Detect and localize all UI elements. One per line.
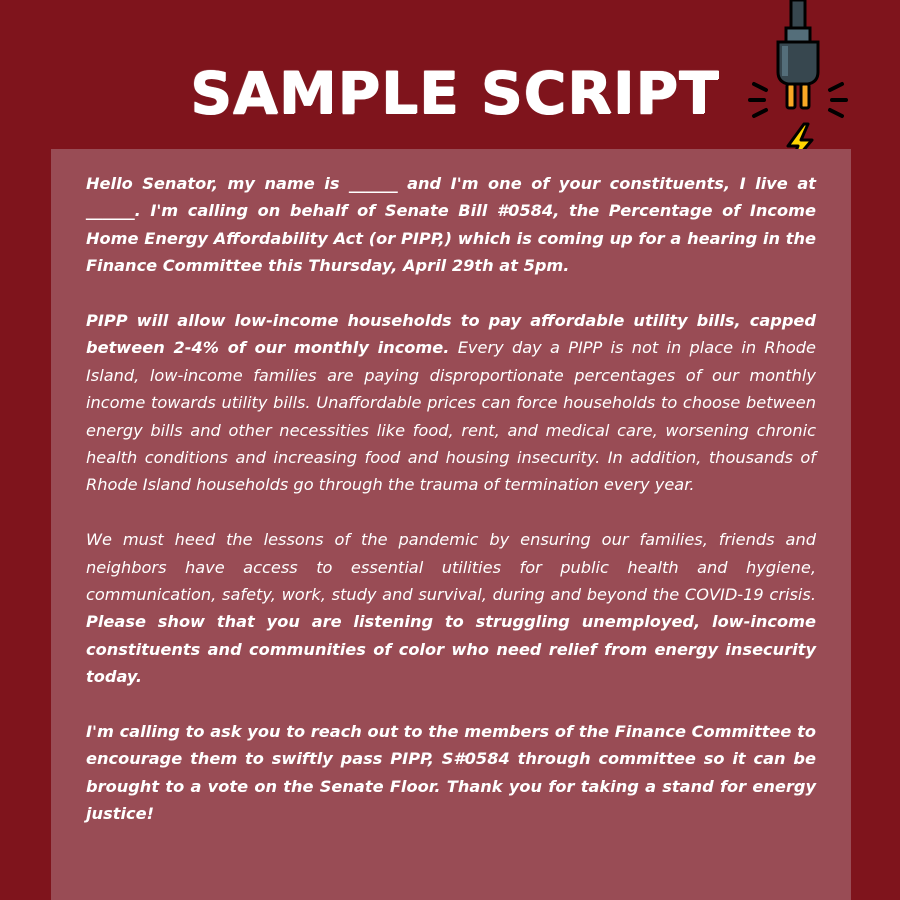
script-paragraph-pandemic bbox=[86, 526, 816, 690]
script-paragraph-intro: Hello Senator, my name is ______ and I'm one of your constituents, I live at ______. I'm calling on behalf of Senate Bill #0584, the Percentage of Income Home Energy Affordability Act (or PIPP,) which is coming up for a hearing in the Finance Committee this Thursday, April 29th at 5pm. bbox=[86, 174, 816, 276]
script-paragraph-ask: I'm calling to ask you to reach out to the members of the Finance Committee to encourage them to swiftly pass PIPP, S#0584 through committee so it can be brought to a vote on the Senate Floor. Thank you for taking a stand for energy justice! bbox=[86, 722, 816, 824]
script-paragraph-pipp bbox=[86, 307, 816, 499]
pipp-highlight: PIPP will allow low-income households to pay affordable utility bills, capped between 2-4% of our monthly income. bbox=[86, 311, 816, 358]
script-body bbox=[86, 170, 816, 855]
pandemic-highlight: Please show that you are listening to struggling unemployed, low-income constituents and communities of color who need relief from energy insecurity today. bbox=[86, 612, 816, 687]
page-title: SAMPLE SCRIPT bbox=[190, 59, 720, 127]
plug-icon bbox=[746, 0, 850, 170]
pipp-details: Every day a PIPP is not in place in Rhode Island, low-income families are paying disproportionate percentages of our monthly income towards utility bills. Unaffordable prices can force households to choose between energy bills and other necessities like food, rent, and medical care, worsening chronic health conditions and increasing food and housing insecurity. In addition, thousands of Rhode Island households go through the trauma of termination every year. bbox=[86, 338, 816, 495]
pandemic-details: We must heed the lessons of the pandemic by ensuring our families, friends and neighbors have access to essential utilities for public health and hygiene, communication, safety, work, study and survival, during and beyond the COVID-19 crisis. bbox=[86, 530, 816, 605]
